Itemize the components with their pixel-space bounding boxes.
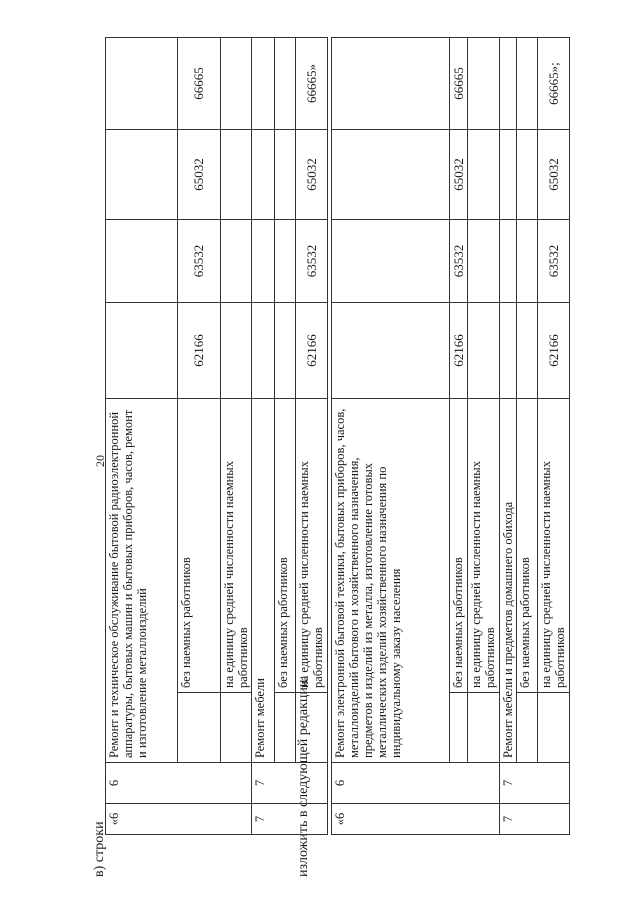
subrow-label: без наемных работников	[517, 399, 538, 693]
value-cell: 62166	[450, 303, 468, 399]
table-row	[517, 38, 538, 835]
row-code: 7	[500, 804, 570, 835]
table-row	[468, 38, 500, 835]
intro-label: в) строки	[92, 821, 107, 877]
value-cell: 62166	[296, 303, 328, 399]
value-cell: 62166	[178, 303, 221, 399]
page-number: 20	[93, 455, 107, 467]
value-cell: 62166	[538, 303, 570, 399]
row-code: 7	[252, 804, 328, 835]
new-rows-table	[331, 37, 570, 835]
value-cell: 65032	[450, 130, 468, 220]
value-cell: 63532	[538, 220, 570, 303]
table-row	[275, 38, 296, 835]
table-row	[332, 38, 450, 835]
table-row	[450, 38, 468, 835]
row-index: 6	[332, 763, 500, 804]
value-cell: 66665	[450, 38, 468, 130]
row-description: Ремонт мебели и предметов домашнего обихода	[500, 399, 517, 763]
table-row	[221, 38, 252, 835]
table-row	[178, 38, 221, 835]
subrow-label: на единицу средней численности наемных работников	[221, 399, 252, 693]
subrow-label: без наемных работников	[178, 399, 221, 693]
row-description: Ремонт мебели	[252, 399, 275, 763]
subrow-label: без наемных работников	[275, 399, 296, 693]
row-description: Ремонт электронной бытовой техники, бытовых приборов, часов, металлоизделий бытового и хозяйственного назначения, предметов и изделий из металла, изготовление готовых металлических изделий хозяйственного назначения по индивидуальному заказу населения	[332, 399, 450, 763]
subrow-label: на единицу средней численности наемных работников	[468, 399, 500, 693]
row-index: 7	[500, 763, 570, 804]
value-cell: 65032	[296, 130, 328, 220]
value-cell: 63532	[296, 220, 328, 303]
value-cell: 65032	[538, 130, 570, 220]
row-description: Ремонт и техническое обслуживание бытовой радиоэлектронной аппаратуры, бытовых машин и бытовых приборов, часов, ремонт и изготовление металлоизделий	[106, 399, 178, 763]
value-cell: 66665»;	[538, 38, 570, 130]
value-cell: 66665	[178, 38, 221, 130]
row-code: «6	[106, 804, 252, 835]
value-cell: 63532	[178, 220, 221, 303]
row-index: 7	[252, 763, 328, 804]
table-row	[538, 38, 570, 835]
table-row	[296, 38, 328, 835]
value-cell: 63532	[450, 220, 468, 303]
row-code: «6	[332, 804, 500, 835]
table-row	[106, 38, 178, 835]
row-index: 6	[106, 763, 252, 804]
table-row	[252, 38, 275, 835]
replace-label: изложить в следующей редакции:	[296, 675, 311, 877]
old-rows-table	[105, 37, 328, 835]
subrow-label: на единицу средней численности наемных работников	[538, 399, 570, 693]
value-cell: 66665»	[296, 38, 328, 130]
subrow-label: на единицу средней численности наемных работников	[296, 399, 328, 693]
value-cell: 65032	[178, 130, 221, 220]
table-row	[500, 38, 517, 835]
subrow-label: без наемных работников	[450, 399, 468, 693]
